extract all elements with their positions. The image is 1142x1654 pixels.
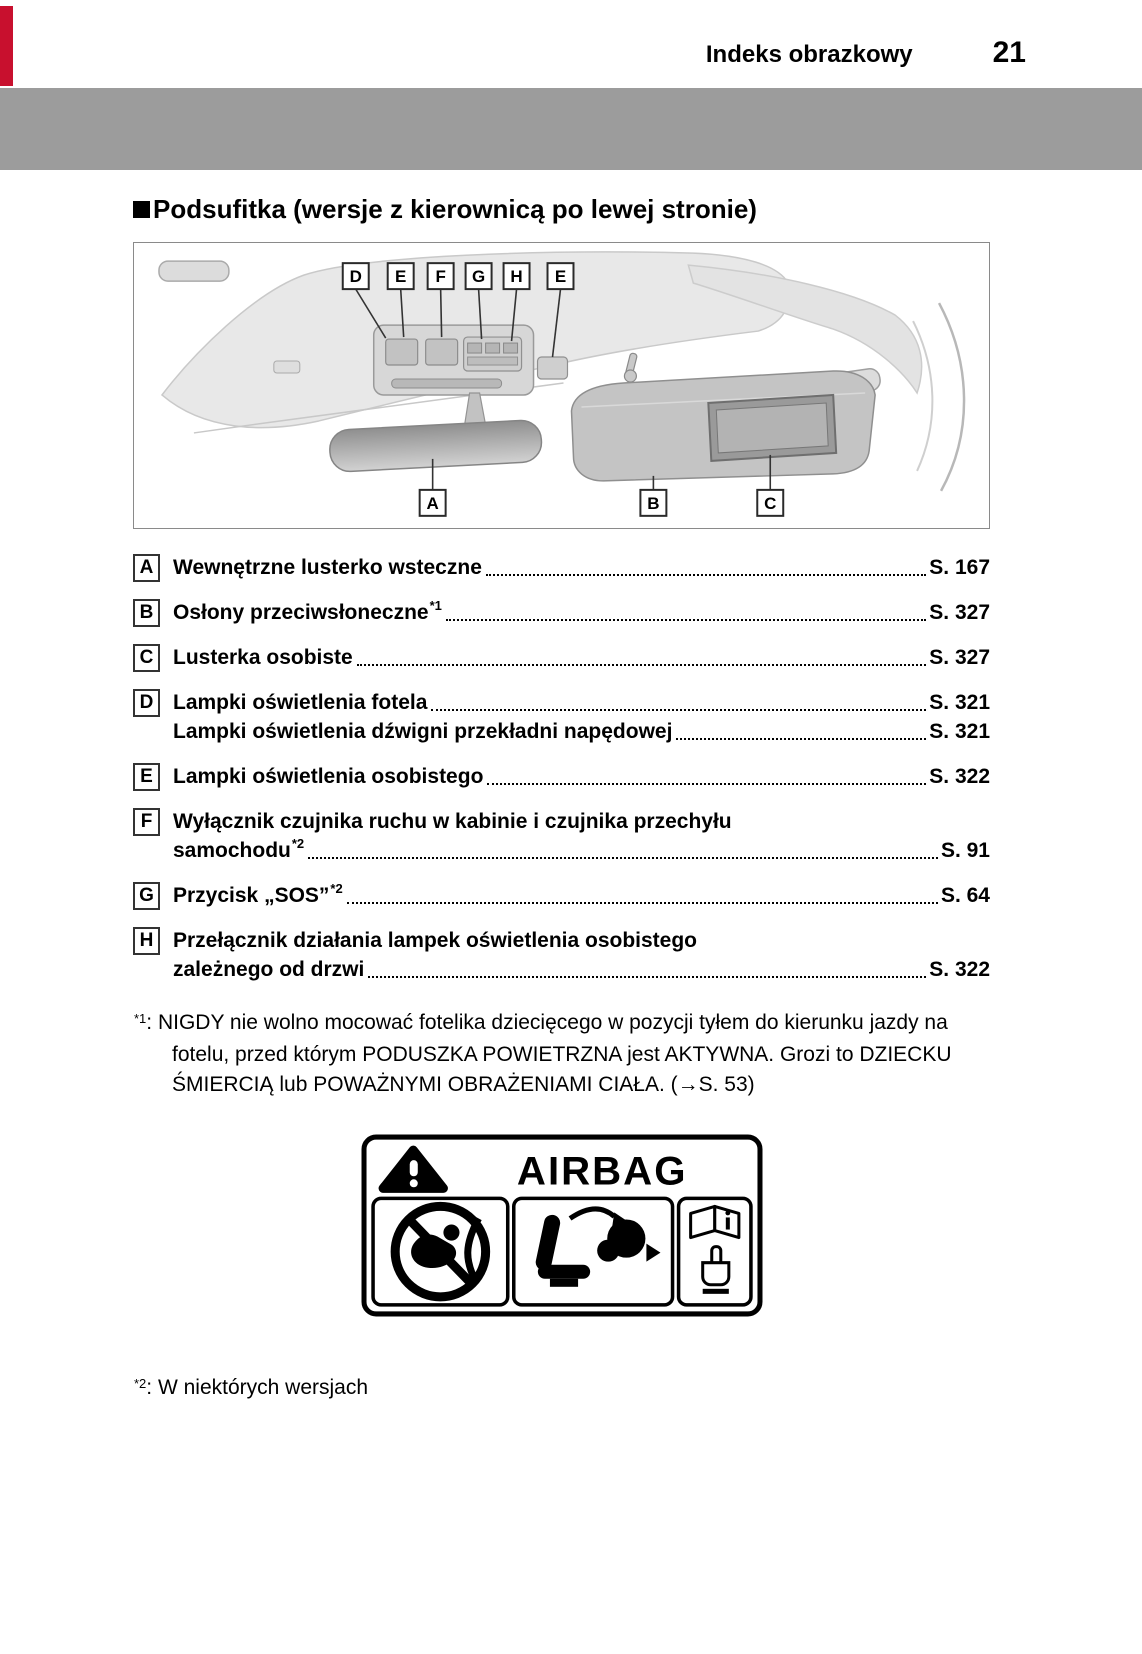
map-light-left <box>386 339 418 365</box>
item-letter-box: B <box>133 599 160 627</box>
headliner-clip <box>274 361 300 373</box>
item-letter-box: G <box>133 882 160 910</box>
index-row-d <box>133 688 990 746</box>
item-letter-box: F <box>133 808 160 836</box>
page-number: 21 <box>992 36 1026 69</box>
item-line <box>173 688 990 717</box>
switch-cluster <box>464 337 522 371</box>
page-content <box>0 192 1142 1405</box>
airbag-label-graphic <box>361 1134 763 1317</box>
item-letter-box: C <box>133 644 160 672</box>
page-ref: S. 91 <box>940 839 990 862</box>
sun-visor <box>571 353 875 481</box>
item-letter-box: E <box>133 763 160 791</box>
header-gray-band <box>0 88 1142 170</box>
item-text: Wyłącznik czujnika ruchu w kabinie i czujnika przechyłu <box>173 810 732 833</box>
picture-index-list <box>133 553 990 984</box>
item-text: Lampki oświetlenia osobistego <box>173 765 484 788</box>
leader-dots <box>368 976 926 978</box>
item-line <box>173 643 990 672</box>
page-ref: S. 322 <box>929 958 990 981</box>
section-heading <box>133 192 990 226</box>
index-row-b <box>133 598 990 627</box>
page-header <box>0 0 1142 88</box>
item-line <box>173 881 990 910</box>
callout-labels-bottom <box>420 490 784 516</box>
callout-label-e2: E <box>554 267 567 287</box>
callout-label-g: G <box>471 267 486 287</box>
leader-dots <box>676 738 926 740</box>
leader-dots <box>308 857 938 859</box>
item-line <box>173 762 990 791</box>
index-row-e <box>133 762 990 791</box>
airbag-title-text: AIRBAG <box>516 1148 687 1194</box>
section-bullet-icon <box>133 201 150 218</box>
page-ref: S. 64 <box>940 884 990 907</box>
callout-label-b: B <box>647 493 660 513</box>
page-ref: S. 167 <box>929 556 990 579</box>
footnote-ref: *2 <box>330 881 343 896</box>
item-text: Osłony przeciwsłoneczne <box>173 601 429 624</box>
footnote-2-marker: *2 <box>134 1376 147 1391</box>
leader-dots <box>347 902 938 904</box>
item-text: Lusterka osobiste <box>173 646 353 669</box>
item-line <box>173 717 990 746</box>
item-line <box>173 955 990 984</box>
footnote-1 <box>133 1008 990 1100</box>
section-red-bar <box>0 6 13 86</box>
footnote-2-text: : W niektórych wersjach <box>146 1376 369 1399</box>
item-line <box>173 553 990 582</box>
callout-label-e1: E <box>395 267 407 287</box>
index-row-h <box>133 926 990 984</box>
callout-label-d: D <box>349 267 362 287</box>
leader-dots <box>357 664 927 666</box>
page-ref: S. 321 <box>929 691 990 714</box>
personal-lamp-right <box>538 357 568 379</box>
page-ref: S. 322 <box>929 765 990 788</box>
header-title: Indeks obrazkowy <box>705 41 913 68</box>
callout-label-f: F <box>435 267 446 287</box>
item-text: Przycisk „SOS” <box>173 884 330 907</box>
callout-label-a: A <box>426 493 439 513</box>
headliner-figure <box>133 242 990 529</box>
footnote-1-marker: *1 <box>134 1011 147 1026</box>
footnote-1-text: : NIGDY nie wolno mocować fotelika dziecięcego w pozycji tyłem do kierunku jazdy na fotelu, przed którym PODUSZKA POWIETRZNA jest AKTYWNA. Grozi to DZIECKU ŚMIERCIĄ lub POWAŻNYMI OBRAŻENIAMI CIAŁA. (→S. 53) <box>146 1011 952 1096</box>
footnote-ref: *2 <box>291 836 305 851</box>
index-row-a <box>133 553 990 582</box>
airbag-warning-label <box>133 1134 990 1317</box>
index-row-f <box>133 807 990 865</box>
index-row-g <box>133 881 990 910</box>
item-text: Lampki oświetlenia fotela <box>173 691 428 714</box>
item-text: Przełącznik działania lampek oświetlenia osobistego <box>173 929 698 952</box>
page-ref: S. 327 <box>929 601 990 624</box>
item-text: samochodu <box>173 839 291 862</box>
item-text: zależnego od drzwi <box>173 958 365 981</box>
item-letter-box: A <box>133 554 160 582</box>
leader-dots <box>446 619 926 621</box>
leader-dots <box>431 709 926 711</box>
page-ref: S. 321 <box>929 720 990 743</box>
item-line <box>173 926 990 955</box>
map-light-right <box>426 339 458 365</box>
item-line <box>173 598 990 627</box>
callout-label-h: H <box>510 267 523 287</box>
headliner-illustration <box>134 243 988 527</box>
item-line <box>173 836 990 865</box>
grab-handle-left <box>159 261 229 281</box>
leader-dots <box>486 574 926 576</box>
item-text: Wewnętrzne lusterko wsteczne <box>173 556 482 579</box>
leader-dots <box>487 783 926 785</box>
item-letter-box: D <box>133 689 160 717</box>
index-row-c <box>133 643 990 672</box>
item-text: Lampki oświetlenia dźwigni przekładni napędowej <box>173 720 673 743</box>
section-title-text: Podsufitka (wersje z kierownicą po lewej stronie) <box>153 194 757 224</box>
page-ref: S. 327 <box>929 646 990 669</box>
callout-label-c: C <box>764 493 777 513</box>
footnote-ref: *1 <box>429 598 442 613</box>
footnote-2 <box>133 1373 990 1405</box>
item-letter-box: H <box>133 927 160 955</box>
